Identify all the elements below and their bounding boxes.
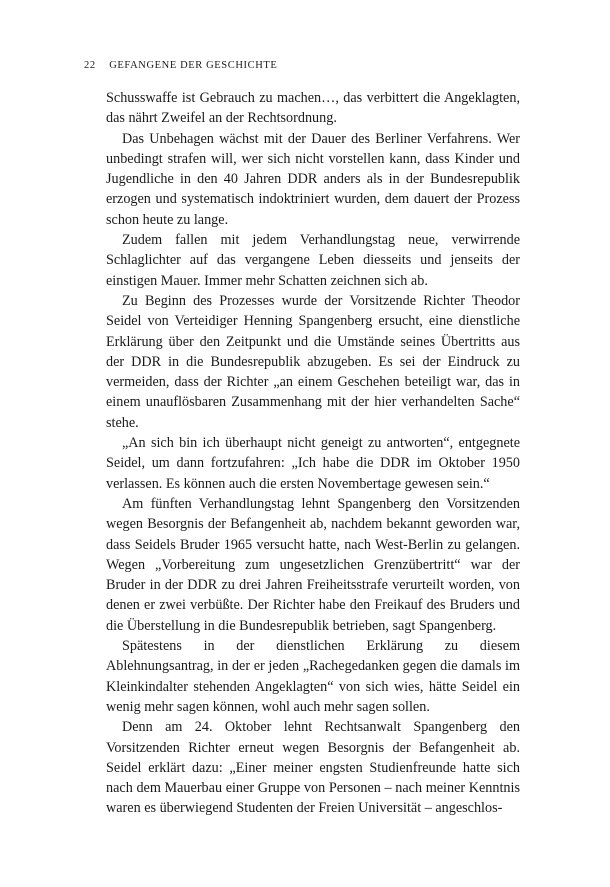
body-text [106,88,520,819]
paragraph: Das Unbehagen wächst mit der Dauer des Berliner Verfahrens. Wer unbedingt strafen will, wer sich nicht vorstellen kann, dass Kinder und Jugendliche in den 40 Jahren DDR anders als in der Bundesrepublik erzogen und systematisch indoktriniert wurden, dem dauert der Prozess schon heute zu lange. [106,130,520,228]
paragraph: Zudem fallen mit jedem Verhandlungstag neue, verwirrende Schlaglichter auf das vergangene Leben diesseits und jenseits der einstigen Mauer. Immer mehr Schatten zeichnen sich ab. [106,232,520,289]
paragraph: Am fünften Verhandlungstag lehnt Spangenberg den Vorsitzenden wegen Besorgnis der Befangenheit ab, nachdem bekannt geworden war, dass Seidels Bruder 1965 versucht hatte, nach West-Berlin zu gelangen. Wegen „Vorbereitung zum ungesetzlichen Grenzübertritt“ war der Bruder in der DDR zu drei Jahren Freiheitsstrafe verurteilt worden, von denen er zwei verbüßte. Der Richter habe den Freikauf des Bruders und die Überstellung in die Bundesrepublik betrieben, sagt Spangenberg. [106,495,520,634]
running-header [84,60,524,76]
running-title: GEFANGENE DER GESCHICHTE [109,60,278,71]
paragraph: „An sich bin ich überhaupt nicht geneigt zu antworten“, entgegnete Seidel, um dann fortzufahren: „Ich habe die DDR im Oktober 1950 verlassen. Es können auch die ersten Novembertage gewesen sein.“ [106,435,520,492]
paragraph: Zu Beginn des Prozesses wurde der Vorsitzende Richter Theodor Seidel von Verteidiger Henning Spangenberg ersucht, eine dienstliche Erklärung über den Zeitpunkt und die Umstände seines Übertritts aus der DDR in die Bundesrepublik abzugeben. Es sei der Eindruck zu vermeiden, dass der Richter „an einem Geschehen beteiligt war, das in einem unauflösbaren Zusammenhang mit der hier verhandelten Sache“ stehe. [106,292,520,431]
page-number: 22 [84,60,96,71]
paragraph: Schusswaffe ist Gebrauch zu machen…, das verbittert die Angeklagten, das nährt Zweifel an der Rechtsordnung. [106,90,520,127]
paragraph: Spätestens in der dienstlichen Erklärung zu diesem Ablehnungsantrag, in der er jeden „Rachegedanken gegen die damals im Kleinkindalter stehenden Angeklagten“ von sich wies, hätte Seidel ein wenig mehr sagen können, wohl auch mehr sagen sollen. [106,638,520,715]
paragraph: Denn am 24. Oktober lehnt Rechtsanwalt Spangenberg den Vorsitzenden Richter erneut wegen Besorgnis der Befangenheit ab. Seidel erklärt dazu: „Einer meiner engsten Studienfreunde hatte sich nach dem Mauerbau einer Gruppe von Personen – nach meiner Kenntnis waren es überwiegend Studenten der Freien Universität – angeschlos- [106,719,520,817]
